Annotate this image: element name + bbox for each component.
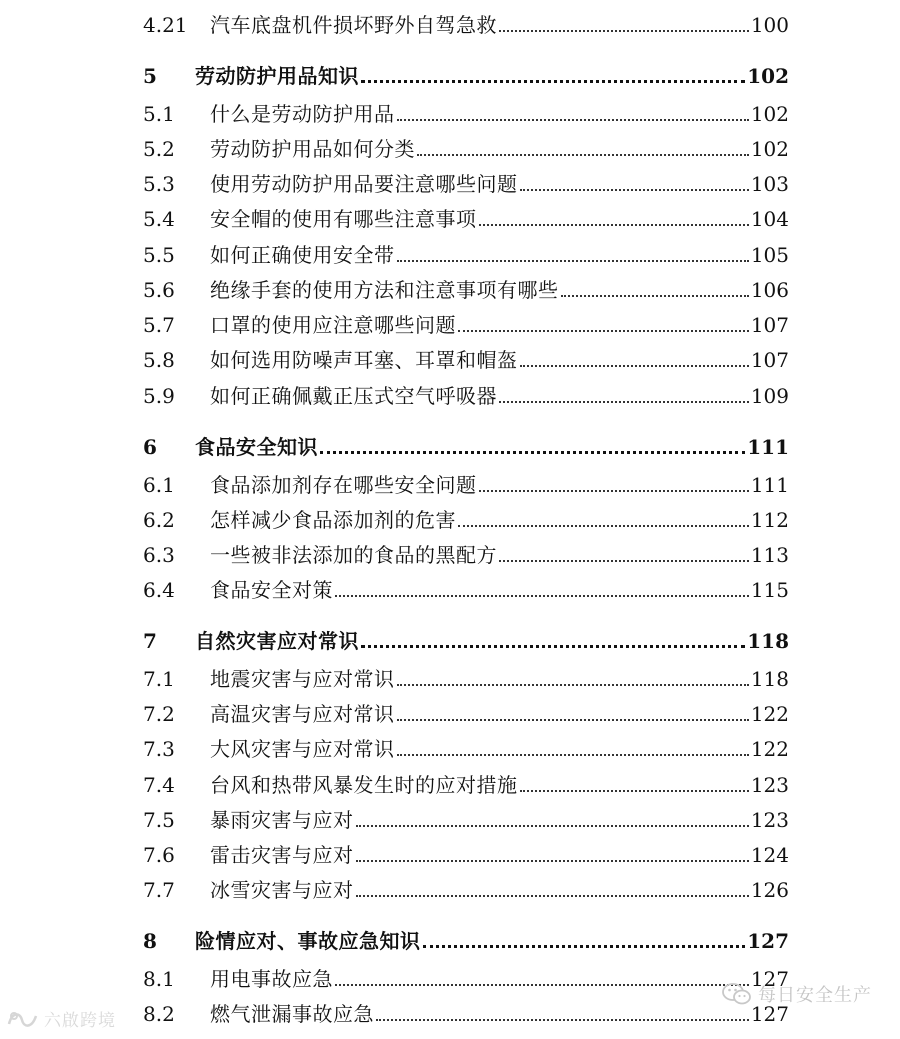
toc-entry[interactable] bbox=[143, 269, 789, 303]
dot-leader bbox=[520, 364, 749, 367]
toc-entry[interactable] bbox=[143, 339, 789, 373]
toc-entry[interactable] bbox=[143, 728, 789, 762]
dot-leader bbox=[356, 859, 749, 862]
entry-number: 6.1 bbox=[143, 473, 175, 497]
entry-title: 用电事故应急 bbox=[210, 967, 333, 991]
toc-entry[interactable] bbox=[143, 658, 789, 692]
entry-page: 104 bbox=[750, 207, 789, 231]
chapter-page: 127 bbox=[747, 929, 789, 953]
toc-chapter[interactable] bbox=[143, 920, 789, 954]
entry-number: 5.7 bbox=[143, 313, 175, 337]
watermark-logo-icon bbox=[6, 1008, 40, 1030]
entry-title: 食品添加剂存在哪些安全问题 bbox=[210, 473, 477, 497]
toc-entry[interactable] bbox=[143, 993, 789, 1027]
dot-leader bbox=[479, 223, 749, 226]
entry-number: 7.2 bbox=[143, 702, 175, 726]
entry-title: 暴雨灾害与应对 bbox=[210, 808, 354, 832]
entry-number: 5.2 bbox=[143, 137, 175, 161]
entry-title: 台风和热带风暴发生时的应对措施 bbox=[210, 773, 518, 797]
wechat-icon bbox=[722, 982, 752, 1006]
chapter-title: 险情应对、事故应急知识 bbox=[195, 929, 421, 953]
entry-title: 口罩的使用应注意哪些问题 bbox=[210, 313, 456, 337]
dot-leader bbox=[397, 259, 749, 262]
dot-leader bbox=[499, 400, 749, 403]
entry-number: 6.3 bbox=[143, 543, 175, 567]
toc-entry[interactable] bbox=[143, 764, 789, 798]
entry-page: 122 bbox=[750, 737, 789, 761]
dot-leader bbox=[397, 718, 749, 721]
entry-number: 7.3 bbox=[143, 737, 175, 761]
dot-leader bbox=[397, 118, 749, 121]
watermark-left-text: 六啟跨境 bbox=[44, 1011, 116, 1031]
entry-title: 冰雪灾害与应对 bbox=[210, 878, 354, 902]
dot-leader bbox=[458, 329, 749, 332]
chapter-title: 食品安全知识 bbox=[195, 435, 318, 459]
toc-entry[interactable] bbox=[143, 499, 789, 533]
toc-entry[interactable] bbox=[143, 93, 789, 127]
entry-title: 安全帽的使用有哪些注意事项 bbox=[210, 207, 477, 231]
toc-entry[interactable] bbox=[143, 799, 789, 833]
entry-page: 105 bbox=[750, 243, 789, 267]
toc-entry[interactable] bbox=[143, 693, 789, 727]
toc-entry[interactable] bbox=[143, 834, 789, 868]
dot-leader bbox=[423, 944, 746, 948]
entry-number: 5.5 bbox=[143, 243, 175, 267]
dot-leader bbox=[397, 753, 749, 756]
entry-number: 5.3 bbox=[143, 172, 175, 196]
toc-entry[interactable] bbox=[143, 534, 789, 568]
chapter-number: 6 bbox=[143, 435, 157, 459]
dot-leader bbox=[561, 294, 749, 297]
entry-title: 燃气泄漏事故应急 bbox=[210, 1002, 374, 1026]
toc-entry[interactable] bbox=[143, 234, 789, 268]
entry-number: 6.2 bbox=[143, 508, 175, 532]
entry-number: 7.1 bbox=[143, 667, 175, 691]
entry-number: 7.4 bbox=[143, 773, 175, 797]
entry-title: 大风灾害与应对常识 bbox=[210, 737, 395, 761]
chapter-number: 7 bbox=[143, 629, 157, 653]
entry-number: 7.6 bbox=[143, 843, 175, 867]
watermark-right bbox=[722, 981, 872, 1007]
entry-number: 6.4 bbox=[143, 578, 175, 602]
entry-page: 100 bbox=[750, 13, 789, 37]
dot-leader bbox=[361, 79, 745, 83]
entry-number: 8.2 bbox=[143, 1002, 175, 1026]
entry-page: 123 bbox=[750, 773, 789, 797]
entry-page: 126 bbox=[750, 878, 789, 902]
entry-title: 雷击灾害与应对 bbox=[210, 843, 354, 867]
chapter-title: 自然灾害应对常识 bbox=[195, 629, 359, 653]
entry-page: 103 bbox=[750, 172, 789, 196]
entry-page: 127 bbox=[750, 1002, 789, 1026]
watermark-right-text: 每日安全生产 bbox=[758, 985, 872, 1006]
entry-page: 118 bbox=[750, 667, 789, 691]
entry-title: 什么是劳动防护用品 bbox=[210, 102, 395, 126]
dot-leader bbox=[361, 644, 745, 648]
entry-number: 5.9 bbox=[143, 384, 175, 408]
dot-leader bbox=[499, 29, 749, 32]
entry-number: 7.7 bbox=[143, 878, 175, 902]
dot-leader bbox=[499, 559, 749, 562]
entry-title: 食品安全对策 bbox=[210, 578, 333, 602]
dot-leader bbox=[458, 524, 749, 527]
entry-page: 109 bbox=[750, 384, 789, 408]
entry-title: 绝缘手套的使用方法和注意事项有哪些 bbox=[210, 278, 559, 302]
entry-page: 122 bbox=[750, 702, 789, 726]
entry-title: 汽车底盘机件损坏野外自驾急救 bbox=[210, 13, 497, 37]
toc-entry[interactable] bbox=[143, 464, 789, 498]
dot-leader bbox=[320, 450, 745, 454]
toc-entry[interactable] bbox=[143, 163, 789, 197]
dot-leader bbox=[335, 983, 749, 986]
entry-title: 劳动防护用品如何分类 bbox=[210, 137, 415, 161]
entry-page: 107 bbox=[750, 348, 789, 372]
dot-leader bbox=[417, 153, 749, 156]
toc-entry[interactable] bbox=[143, 304, 789, 338]
toc-entry[interactable] bbox=[143, 4, 789, 38]
entry-title: 如何正确佩戴正压式空气呼吸器 bbox=[210, 384, 497, 408]
toc-entry[interactable] bbox=[143, 958, 789, 992]
entry-page: 124 bbox=[750, 843, 789, 867]
entry-page: 127 bbox=[750, 967, 789, 991]
dot-leader bbox=[397, 683, 749, 686]
entry-title: 使用劳动防护用品要注意哪些问题 bbox=[210, 172, 518, 196]
entry-title: 怎样减少食品添加剂的危害 bbox=[210, 508, 456, 532]
entry-page: 107 bbox=[750, 313, 789, 337]
toc-chapter[interactable] bbox=[143, 426, 789, 460]
entry-page: 102 bbox=[750, 137, 789, 161]
chapter-title: 劳动防护用品知识 bbox=[195, 64, 359, 88]
dot-leader bbox=[356, 824, 749, 827]
dot-leader bbox=[335, 594, 749, 597]
entry-page: 113 bbox=[750, 543, 789, 567]
chapter-number: 8 bbox=[143, 929, 157, 953]
entry-number: 5.4 bbox=[143, 207, 175, 231]
entry-number: 5.6 bbox=[143, 278, 175, 302]
entry-page: 112 bbox=[750, 508, 789, 532]
entry-page: 106 bbox=[750, 278, 789, 302]
entry-number: 4.21 bbox=[143, 13, 188, 37]
chapter-page: 102 bbox=[747, 64, 789, 88]
dot-leader bbox=[356, 894, 749, 897]
entry-page: 123 bbox=[750, 808, 789, 832]
entry-title: 一些被非法添加的食品的黑配方 bbox=[210, 543, 497, 567]
toc-entry[interactable] bbox=[143, 869, 789, 903]
entry-number: 5.8 bbox=[143, 348, 175, 372]
toc-chapter[interactable] bbox=[143, 620, 789, 654]
toc-entry[interactable] bbox=[143, 569, 789, 603]
dot-leader bbox=[520, 789, 749, 792]
dot-leader bbox=[520, 188, 749, 191]
entry-number: 5.1 bbox=[143, 102, 175, 126]
dot-leader bbox=[376, 1018, 749, 1021]
entry-page: 111 bbox=[750, 473, 789, 497]
entry-title: 高温灾害与应对常识 bbox=[210, 702, 395, 726]
chapter-page: 111 bbox=[747, 435, 789, 459]
toc-entry[interactable] bbox=[143, 198, 789, 232]
chapter-page: 118 bbox=[747, 629, 789, 653]
entry-title: 地震灾害与应对常识 bbox=[210, 667, 395, 691]
entry-title: 如何正确使用安全带 bbox=[210, 243, 395, 267]
dot-leader bbox=[479, 489, 749, 492]
entry-page: 102 bbox=[750, 102, 789, 126]
entry-number: 8.1 bbox=[143, 967, 175, 991]
toc-chapter[interactable] bbox=[143, 55, 789, 89]
toc-entry[interactable] bbox=[143, 128, 789, 162]
entry-title: 如何选用防噪声耳塞、耳罩和帽盔 bbox=[210, 348, 518, 372]
watermark-left bbox=[6, 1006, 116, 1031]
toc-entry[interactable] bbox=[143, 375, 789, 409]
chapter-number: 5 bbox=[143, 64, 157, 88]
entry-number: 7.5 bbox=[143, 808, 175, 832]
entry-page: 115 bbox=[750, 578, 789, 602]
